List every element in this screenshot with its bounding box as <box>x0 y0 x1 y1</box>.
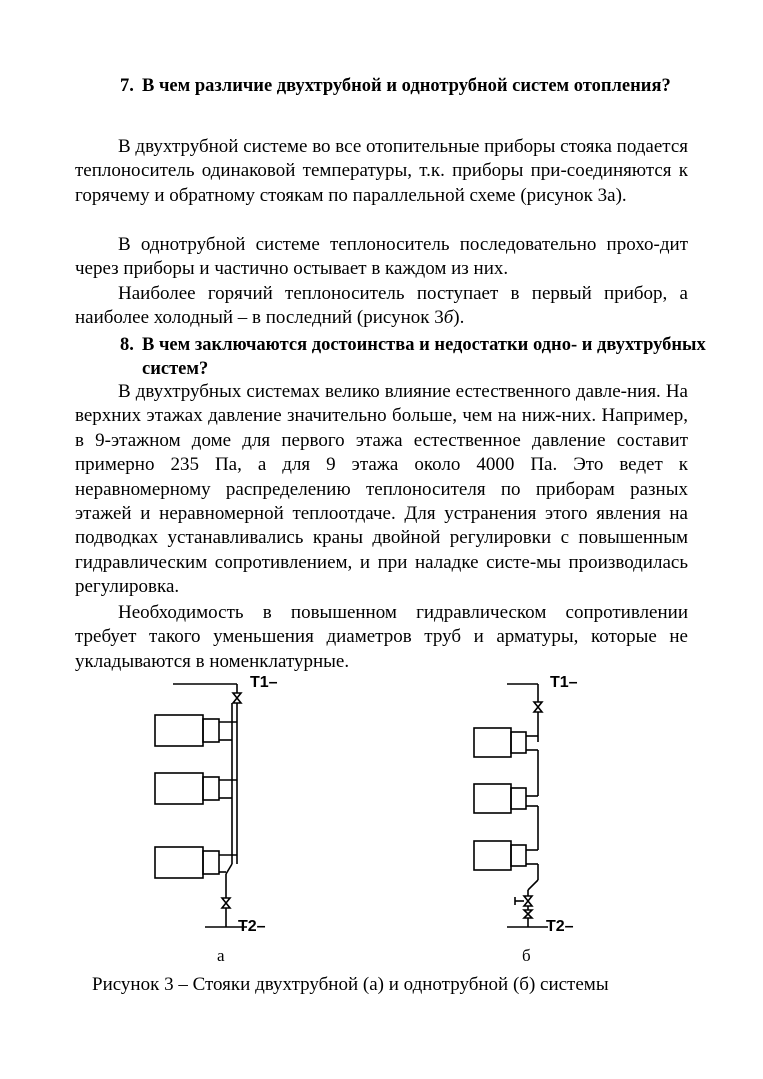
paragraph-natural-pressure: В двухтрубных системах велико влияние естественного давле-ния. На верхних этажах давление значительно больше, чем на ниж-них. Например, в 9-этажном доме для первого этажа естественное давление составит примерно 235 Па, а для 9 этажа около 4000 Па. Это ведет к неравномерному распределению теплоносителя по приборам разных этажей и неравномерной теплоотдаче. Для устранения этого явления на подводках устанавливались краны двойной регулировки с повышенным гидравлическим сопротивлением, и при наладке систе-мы производилась регулировка. <box>75 381 688 598</box>
radiator-icon <box>155 847 203 878</box>
diagram-one-pipe <box>474 684 548 927</box>
paragraph-hot-cold-text: Наиболее горячий теплоноситель поступает в первый прибор, а наиболее холодный – в последний (рисунок 3 <box>75 283 688 329</box>
question-8-number: 8. <box>120 335 134 355</box>
radiator-icon <box>474 784 511 813</box>
paragraph-one-pipe: В однотрубной системе теплоноситель последовательно прохо-дит через приборы и частично остывает в каждом из них. <box>75 234 688 280</box>
paragraph-hydraulic-resistance: Необходимость в повышенном гидравлическом сопротивлении требует такого уменьшения диаметров труб и арматуры, которые не укладываются в номенклатурные. <box>75 602 688 672</box>
subfigure-label-a: а <box>217 946 225 965</box>
radiator-icon <box>474 728 511 757</box>
figure-ref-letter: б <box>443 307 454 329</box>
paragraph-two-pipe: В двухтрубной системе во все отопительные приборы стояка подается теплоноситель одинаковой температуры, т.к. приборы при-соединяются к горячему и обратному стоякам по параллельной схеме (рисунок 3а). <box>75 136 689 206</box>
label-t1-a: Т1– <box>250 674 278 691</box>
label-t2-b: Т2– <box>546 918 574 935</box>
label-t1-b: Т1– <box>550 674 578 691</box>
label-t2-a: Т2– <box>238 918 266 935</box>
radiator-icon <box>474 841 511 870</box>
figure-caption: Рисунок 3 – Стояки двухтрубной (а) и однотрубной (б) системы <box>92 974 609 995</box>
subfigure-label-b: б <box>522 946 531 965</box>
paragraph-hot-cold-end: ). <box>453 307 465 329</box>
diagram-two-pipe <box>155 684 247 927</box>
question-7-number: 7. <box>120 76 134 96</box>
radiator-icon <box>155 715 203 746</box>
question-7-title: В чем различие двухтрубной и однотрубной систем отопления? <box>142 76 671 96</box>
question-8-title: В чем заключаются достоинства и недостатки одно- и двухтрубных систем? <box>142 335 706 379</box>
radiator-icon <box>155 773 203 804</box>
